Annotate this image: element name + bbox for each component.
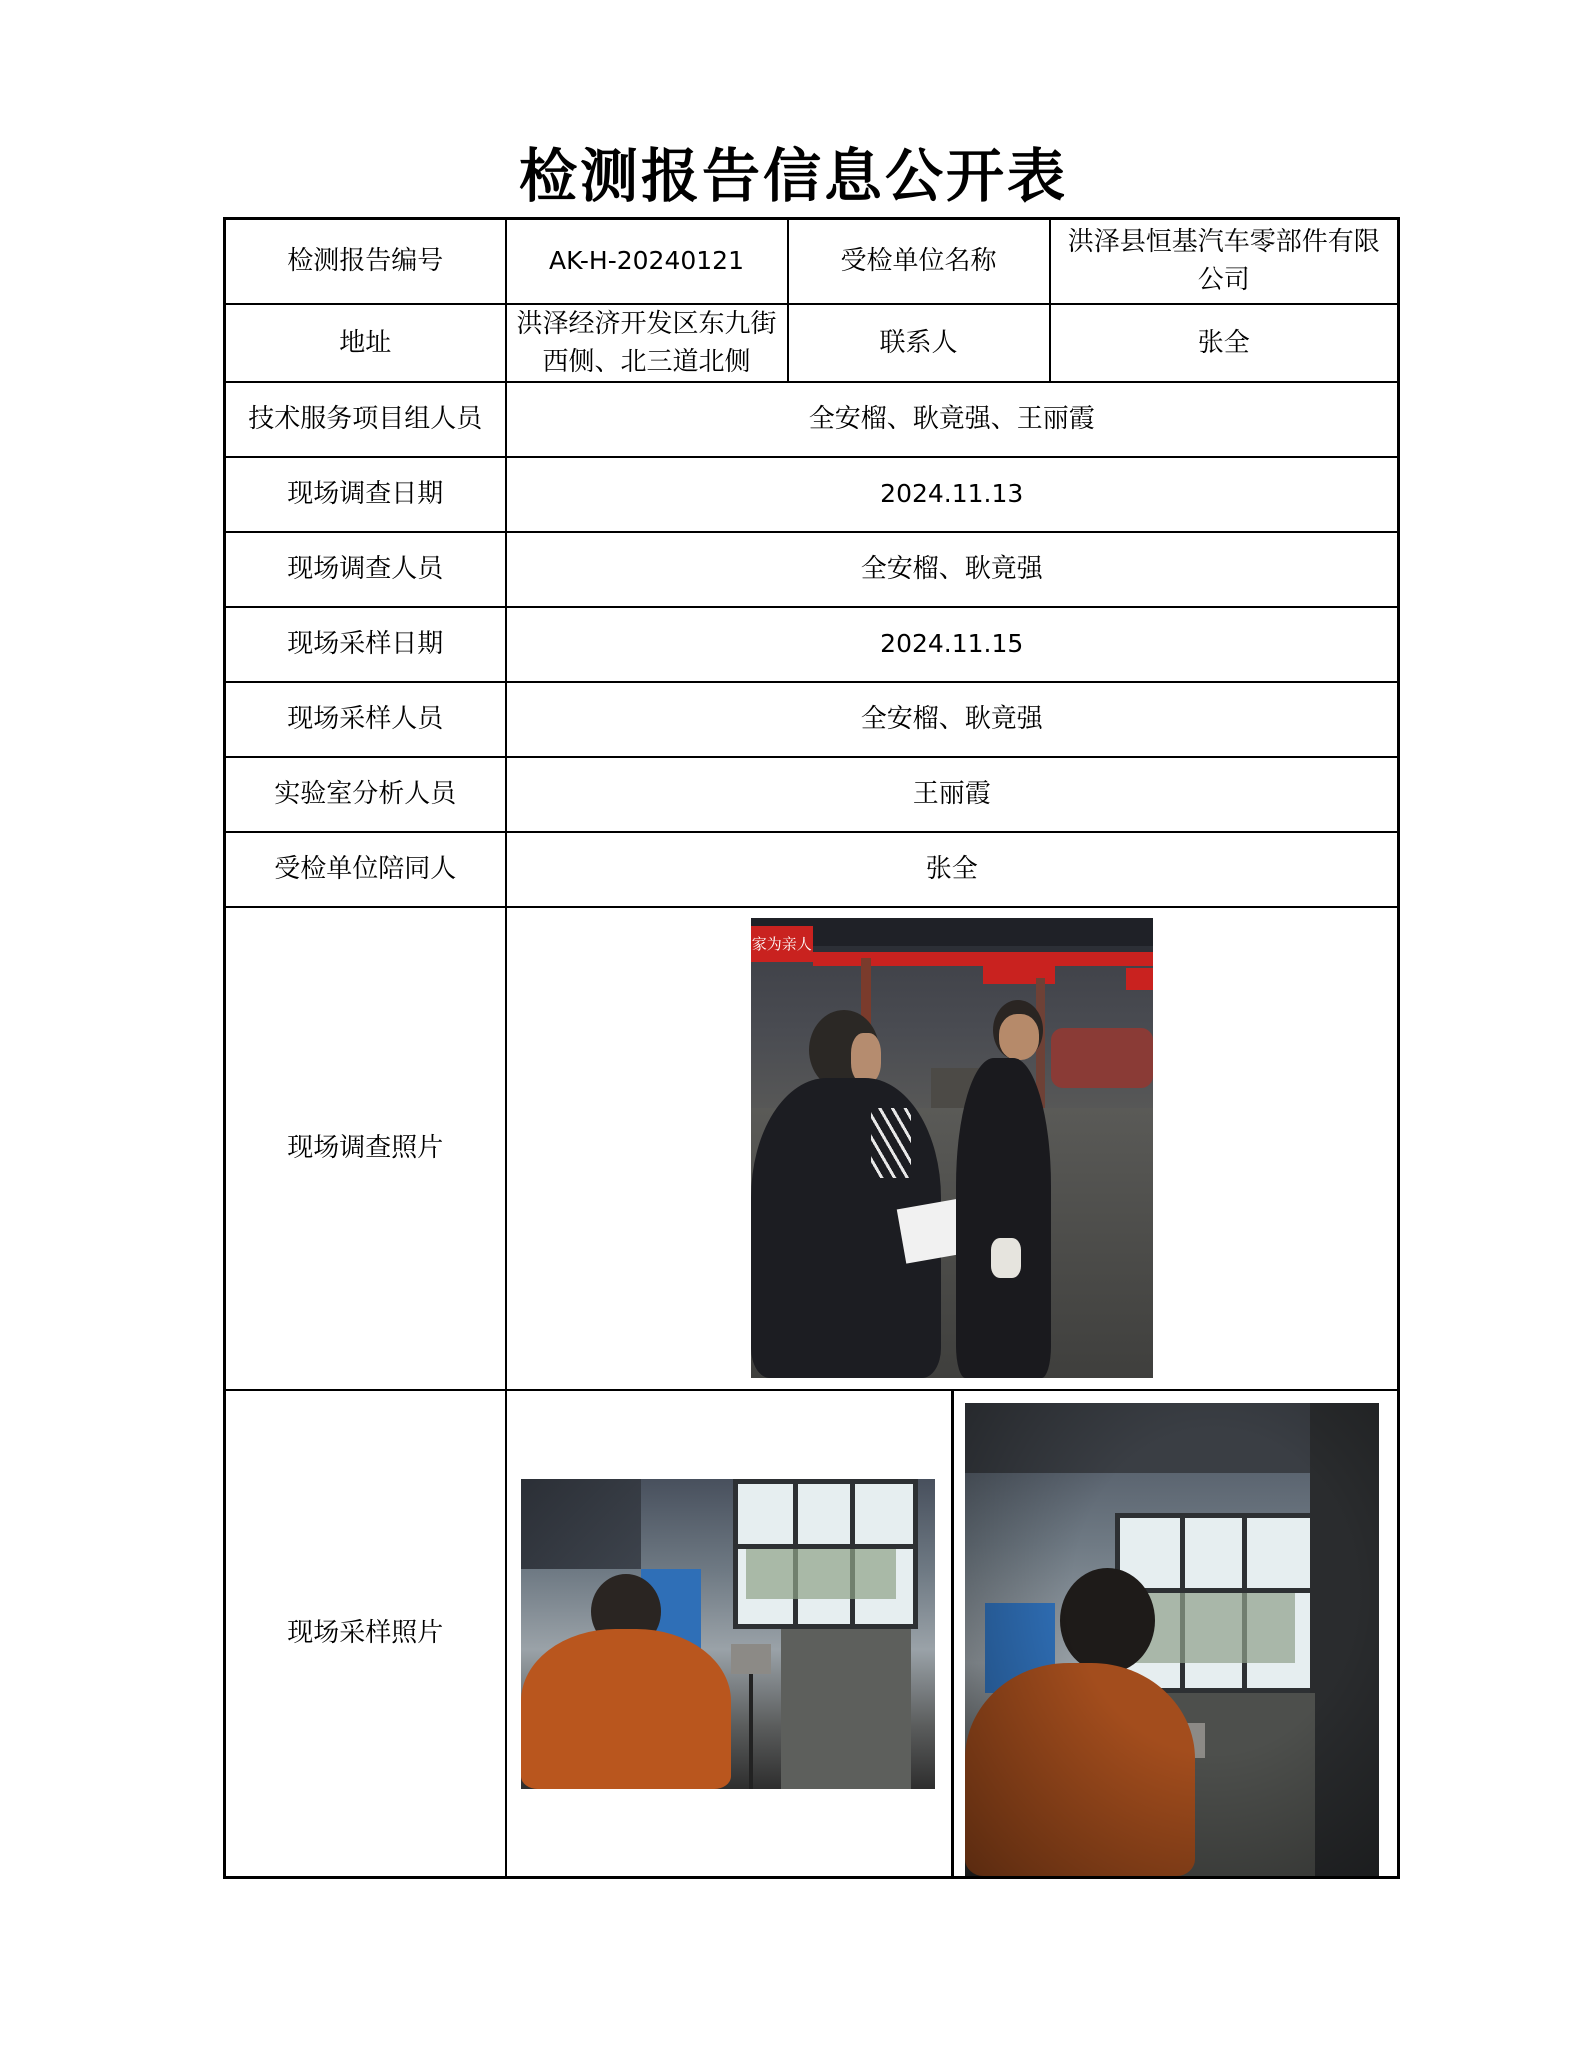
worker-jacket: [521, 1629, 731, 1789]
lab-staff-label: 实验室分析人员: [225, 757, 506, 832]
contact-label: 联系人: [788, 304, 1050, 382]
sampling-date-value: 2024.11.15: [506, 607, 1399, 682]
report-info-table: [223, 217, 1400, 1879]
escort-label: 受检单位陪同人: [225, 832, 506, 907]
sampling-photo-cell: [506, 1390, 1399, 1878]
address-value: 洪泽经济开发区东九街西侧、北三道北侧: [506, 304, 788, 382]
green-trees: [746, 1549, 896, 1599]
pipes: [521, 1479, 641, 1569]
row-sampling-staff: [225, 682, 1399, 757]
red-banner: 家为亲人: [751, 926, 813, 962]
row-sampling-date: [225, 607, 1399, 682]
team-value: 全安榴、耿竟强、王丽霞: [506, 382, 1399, 457]
machinery: [1051, 1028, 1153, 1088]
sampling-photo-2: [965, 1403, 1379, 1876]
report-number-value: AK-H-20240121: [506, 219, 788, 304]
person-face: [851, 1033, 881, 1083]
survey-date-value: 2024.11.13: [506, 457, 1399, 532]
sampling-device: [731, 1644, 771, 1674]
person-standing: [956, 1058, 1051, 1378]
dark-vignette: [965, 1403, 1379, 1876]
sampling-staff-value: 全安榴、耿竟强: [506, 682, 1399, 757]
survey-date-label: 现场调查日期: [225, 457, 506, 532]
team-label: 技术服务项目组人员: [225, 382, 506, 457]
contact-value: 张全: [1050, 304, 1399, 382]
address-label: 地址: [225, 304, 506, 382]
machine-panel: [781, 1629, 911, 1789]
sampling-photos-wrapper: [507, 1391, 1395, 1876]
row-sampling-photo: [225, 1390, 1399, 1878]
photo-divider: [951, 1391, 954, 1876]
survey-staff-value: 全安榴、耿竟强: [506, 532, 1399, 607]
sampling-photo-1: [521, 1479, 935, 1789]
row-survey-staff: [225, 532, 1399, 607]
row-escort: [225, 832, 1399, 907]
escort-value: 张全: [506, 832, 1399, 907]
row-address: [225, 304, 1399, 382]
row-report-number: [225, 219, 1399, 304]
survey-photo-cell: [506, 907, 1399, 1390]
row-survey-photo: [225, 907, 1399, 1390]
sampling-date-label: 现场采样日期: [225, 607, 506, 682]
survey-photo-label: 现场调查照片: [225, 907, 506, 1390]
red-banner: [1126, 968, 1153, 990]
glove: [991, 1238, 1021, 1278]
sampling-photo-label: 现场采样照片: [225, 1390, 506, 1878]
report-number-label: 检测报告编号: [225, 219, 506, 304]
page-title: 检测报告信息公开表: [518, 142, 1068, 210]
unit-name-label: 受检单位名称: [788, 219, 1050, 304]
person-face: [999, 1014, 1039, 1060]
sampling-staff-label: 现场采样人员: [225, 682, 506, 757]
row-team: [225, 382, 1399, 457]
tripod: [749, 1674, 753, 1789]
unit-name-value: 洪泽县恒基汽车零部件有限公司: [1050, 219, 1399, 304]
row-lab-staff: [225, 757, 1399, 832]
survey-photo: [751, 918, 1153, 1378]
row-survey-date: [225, 457, 1399, 532]
jacket-stripes: [871, 1108, 911, 1178]
lab-staff-value: 王丽霞: [506, 757, 1399, 832]
survey-staff-label: 现场调查人员: [225, 532, 506, 607]
